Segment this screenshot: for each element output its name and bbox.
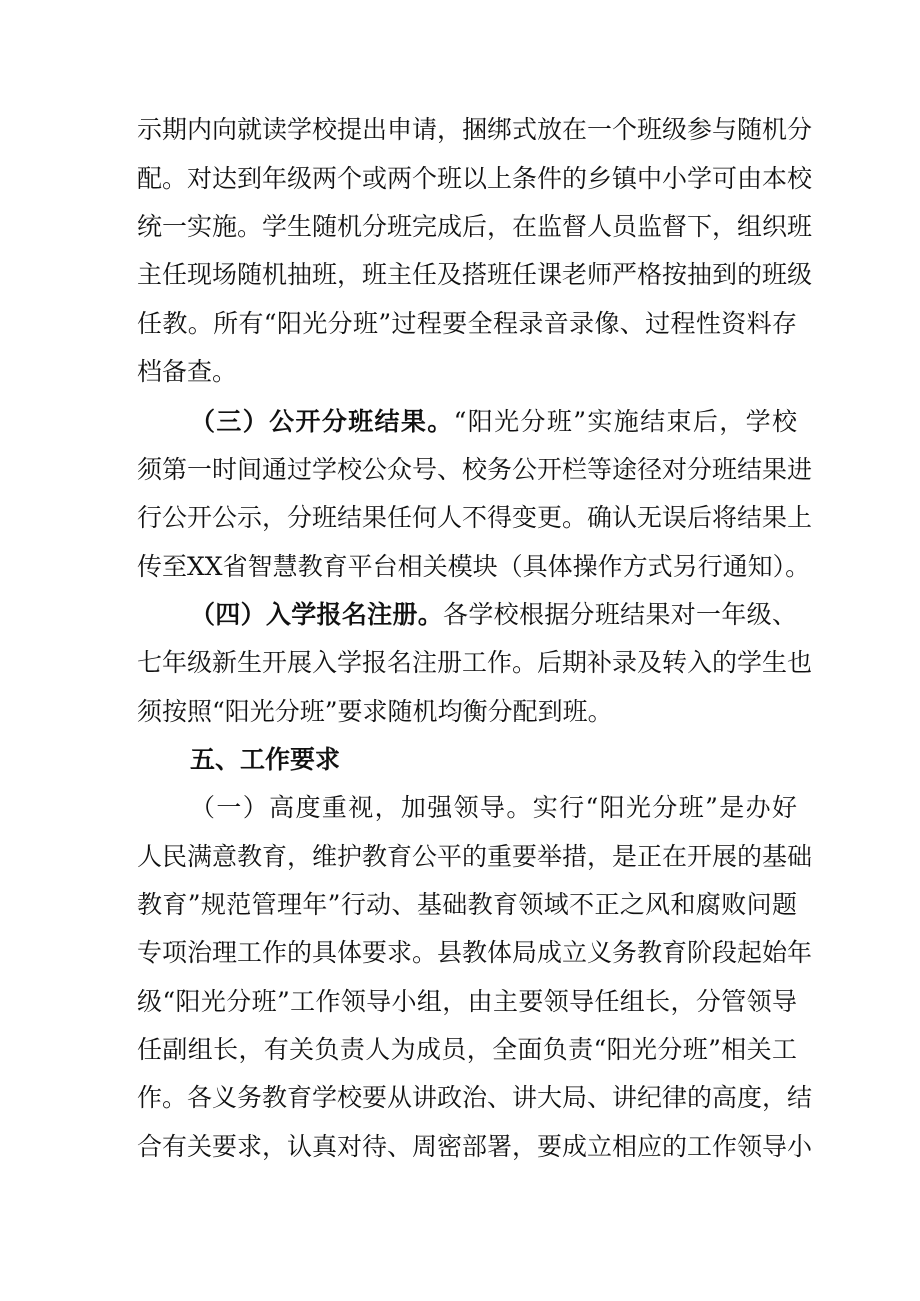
- paragraph-line: 专项治理工作的具体要求。县教体局成立义务教育阶段起始年: [137, 938, 813, 967]
- paragraph-line: 行公开公示，分班结果任何人不得变更。确认无误后将结果上: [137, 503, 813, 532]
- paragraph-line: 配。对达到年级两个或两个班以上条件的乡镇中小学可由本校: [137, 164, 813, 193]
- paragraph-line: 人民满意教育，维护教育公平的重要举措，是正在开展的基础: [137, 842, 813, 871]
- paragraph-line: 传至XX省智慧教育平台相关模块（具体操作方式另行通知）。: [137, 552, 811, 581]
- paragraph-line: 任教。所有“阳光分班”过程要全程录音录像、过程性资料存: [137, 309, 797, 338]
- paragraph-line: 须按照“阳光分班”要求随机均衡分配到班。: [137, 697, 613, 726]
- paragraph-line: 教育”规范管理年”行动、基础教育领域不正之风和腐败问题: [137, 890, 797, 919]
- paragraph-line: 七年级新生开展入学报名注册工作。后期补录及转入的学生也: [137, 648, 813, 677]
- section-4-first-line: [190, 591, 797, 639]
- paragraph-line: 示期内向就读学校提出申请，捆绑式放在一个班级参与随机分: [137, 115, 813, 144]
- paragraph-line: 作。各义务教育学校要从讲政治、讲大局、讲纪律的高度，结: [137, 1083, 813, 1112]
- paragraph-line: 档备查。: [137, 357, 238, 386]
- paragraph-line: 主任现场随机抽班，班主任及搭班任课老师严格按抽到的班级: [137, 260, 813, 289]
- paragraph-line: 合有关要求，认真对待、周密部署，要成立相应的工作领导小: [137, 1132, 813, 1161]
- section-4-text: 各学校根据分班结果对一年级、: [443, 600, 797, 629]
- paragraph-line: 统一实施。学生随机分班完成后，在监督人员监督下，组织班: [137, 212, 813, 241]
- paragraph-line: 须第一时间通过学校公众号、校务公开栏等途径对分班结果进: [137, 455, 813, 484]
- paragraph-line: 级“阳光分班”工作领导小组，由主要领导任组长，分管领导: [137, 987, 797, 1016]
- section-3-first-line: [190, 398, 797, 446]
- paragraph-line: 任副组长，有关负责人为成员，全面负责“阳光分班”相关工: [137, 1035, 797, 1064]
- section-3-text: “阳光分班”实施结束后，学校: [453, 407, 797, 436]
- section-3-title: （三）公开分班结果。: [190, 407, 454, 436]
- section-heading: 五、工作要求: [190, 745, 341, 774]
- section-4-title: （四）入学报名注册。: [190, 600, 444, 629]
- paragraph-line: （一）高度重视，加强领导。实行“阳光分班”是办好: [190, 793, 797, 822]
